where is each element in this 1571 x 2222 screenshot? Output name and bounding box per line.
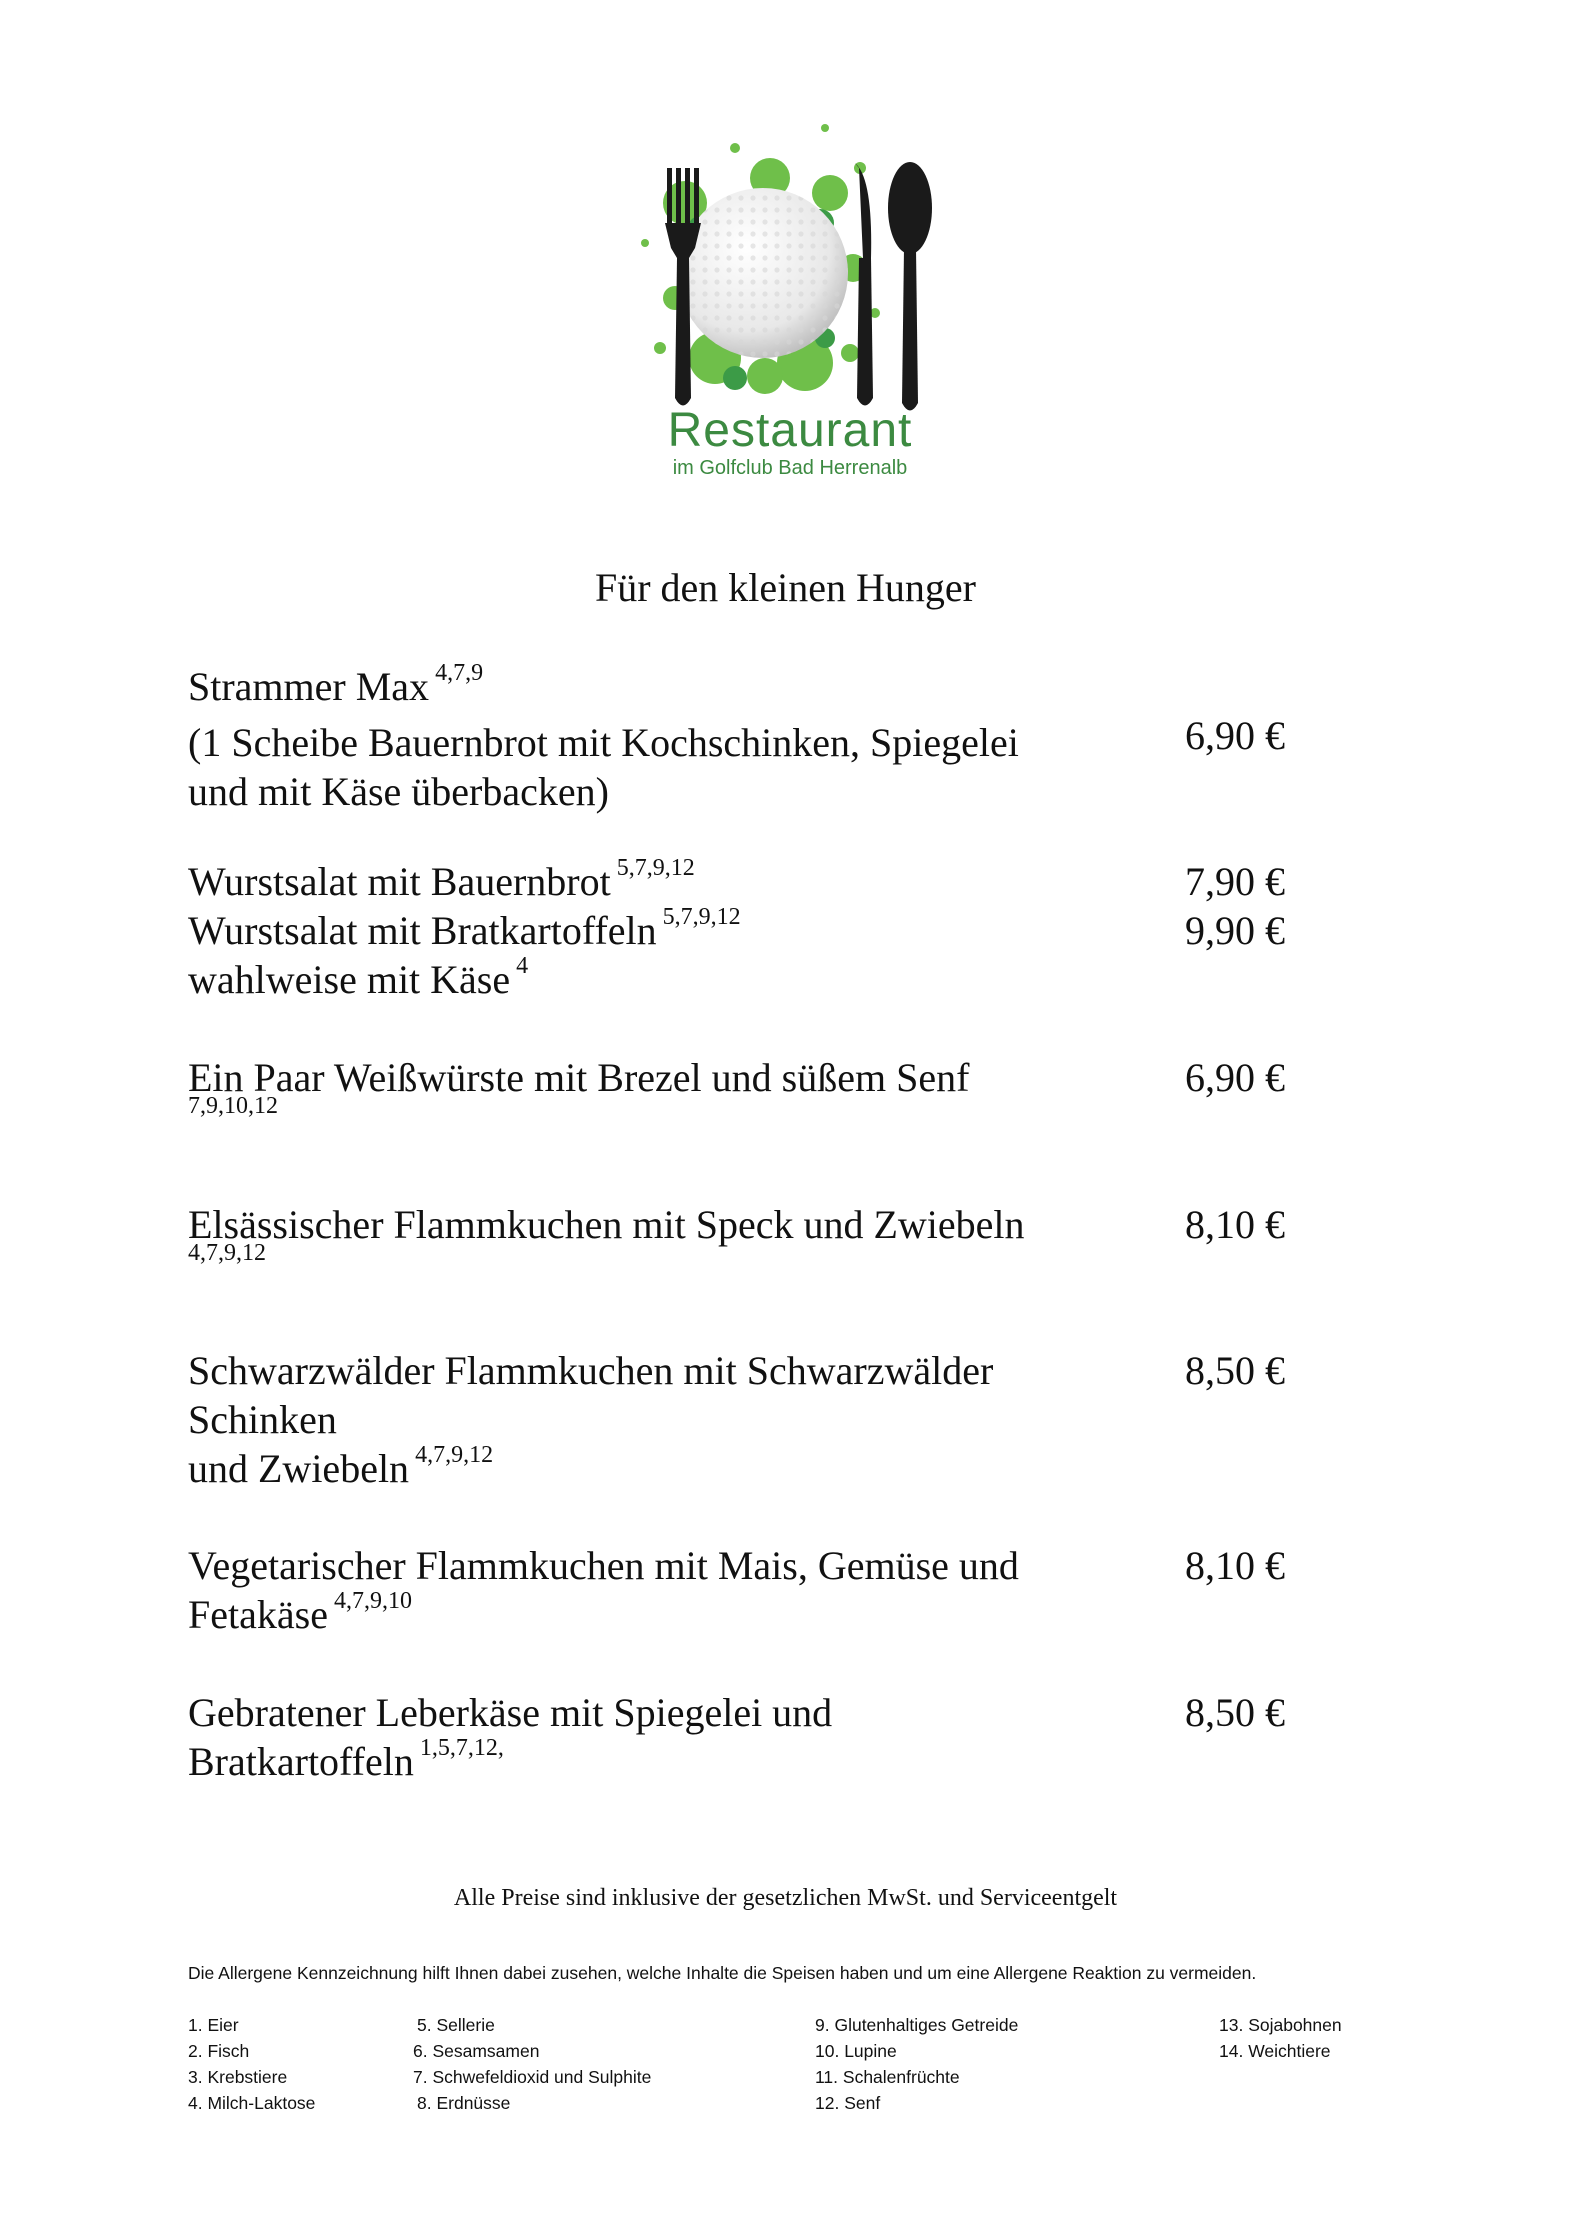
allergen-entry: 8. Erdnüsse [417, 2093, 511, 2113]
section-title: Für den kleinen Hunger [594, 565, 976, 610]
allergen-entry: 14. Weichtiere [1219, 2041, 1331, 2061]
item-price: 6,90 € [1185, 1055, 1285, 1100]
allergen-entry: 9. Glutenhaltiges Getreide [815, 2015, 1019, 2035]
allergen-column-4 [1219, 2012, 1342, 2064]
allergen-entry: 12. Senf [815, 2093, 881, 2113]
allergen-column-3 [815, 2012, 1018, 2116]
item-allergens: 4,7,9,12 [188, 1240, 266, 1266]
allergen-entry: 13. Sojabohnen [1219, 2015, 1342, 2035]
restaurant-logo [615, 108, 965, 480]
item-price: 6,90 € [1185, 713, 1285, 758]
item-allergens: 5,7,9,12 [662, 904, 741, 930]
item-allergens: 4,7,9,12 [415, 1442, 494, 1468]
menu-item-elsaessischer-flammkuchen [188, 1200, 1168, 1265]
item-name: Wurstsalat mit Bratkartoffeln [188, 908, 657, 953]
item-name: Schwarzwälder Flammkuchen mit Schwarzwälder [188, 1348, 994, 1393]
allergen-entry: 2. Fisch [188, 2041, 250, 2061]
item-name: Elsässischer Flammkuchen mit Speck und Zwiebeln [188, 1202, 1025, 1247]
menu-item-weisswuerste [188, 1053, 1168, 1118]
item-name: Wurstsalat mit Bauernbrot [188, 859, 611, 904]
menu-item-strammer-max [188, 662, 1168, 816]
item-price: 8,50 € [1185, 1690, 1285, 1735]
item-name: Strammer Max [188, 664, 430, 709]
allergen-entry: 6. Sesamsamen [413, 2041, 540, 2061]
allergen-entry: 11. Schalenfrüchte [815, 2067, 960, 2087]
item-description-line: Fetakäse [188, 1592, 328, 1637]
menu-item-wurstsalat-bratkartoffeln [188, 906, 1168, 962]
allergen-column-2 [413, 2012, 651, 2116]
item-name: Ein Paar Weißwürste mit Brezel und süßem Senf [188, 1055, 970, 1100]
item-name: Gebratener Leberkäse mit Spiegelei und [188, 1690, 833, 1735]
allergen-entry: 3. Krebstiere [188, 2067, 288, 2087]
item-price: 8,10 € [1185, 1543, 1285, 1588]
item-allergens: 4,7,9,10 [333, 1588, 412, 1614]
item-allergens: 4 [516, 953, 529, 979]
item-price: 7,90 € [1185, 859, 1285, 904]
menu-item-leberkaese [188, 1688, 1168, 1793]
price-note: Alle Preise sind inklusive der gesetzlichen MwSt. und Serviceentgelt [453, 1885, 1118, 1911]
logo-subtitle: im Golfclub Bad Herrenalb [672, 457, 908, 479]
allergen-column-1 [188, 2012, 315, 2116]
item-description-line: (1 Scheibe Bauernbrot mit Kochschinken, Spiegelei [188, 720, 1019, 765]
allergen-entry: 1. Eier [188, 2015, 239, 2035]
allergen-entry: 10. Lupine [815, 2041, 897, 2061]
item-allergens: 7,9,10,12 [188, 1093, 278, 1119]
item-description-line: und Zwiebeln [188, 1446, 410, 1491]
item-name: Vegetarischer Flammkuchen mit Mais, Gemüse und [188, 1543, 1019, 1588]
item-description-line: Schinken [188, 1397, 337, 1442]
item-name: wahlweise mit Käse [188, 957, 511, 1002]
allergen-entry: 4. Milch-Laktose [188, 2093, 316, 2113]
menu-item-vegetarischer-flammkuchen [188, 1541, 1168, 1646]
item-allergens: 1,5,7,12, [419, 1735, 504, 1761]
item-allergens: 4,7,9 [435, 660, 484, 686]
allergen-entry: 5. Sellerie [417, 2015, 495, 2035]
menu-item-schwarzwaelder-flammkuchen [188, 1346, 1168, 1500]
golf-ball-fork-spoon-icon [641, 124, 932, 411]
allergen-intro: Die Allergene Kennzeichnung hilft Ihnen dabei zusehen, welche Inhalte die Speisen haben und um eine Allergene Reaktion zu vermeiden. [188, 1963, 1257, 1983]
item-description-line: und mit Käse überbacken) [188, 769, 609, 814]
item-price: 8,50 € [1185, 1348, 1285, 1393]
item-price: 9,90 € [1185, 908, 1285, 953]
allergen-entry: 7. Schwefeldioxid und Sulphite [413, 2067, 652, 2087]
item-price: 8,10 € [1185, 1202, 1285, 1247]
menu-item-option-kaese [188, 955, 1168, 1011]
item-description-line: Bratkartoffeln [188, 1739, 414, 1784]
logo-name: Restaurant [667, 404, 913, 457]
item-allergens: 5,7,9,12 [616, 855, 695, 881]
